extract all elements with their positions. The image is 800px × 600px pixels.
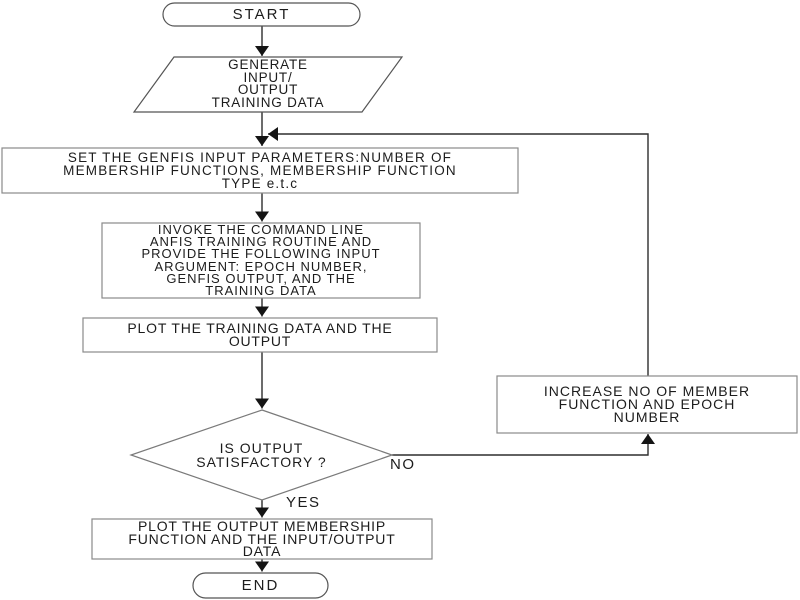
generate-io-shape bbox=[134, 57, 402, 112]
generate-label: GENERATE INPUT/ OUTPUT TRAINING DATA bbox=[211, 57, 325, 110]
plot-output-process-shape bbox=[92, 519, 432, 559]
start-terminator-shape bbox=[163, 3, 360, 26]
increase-process-shape bbox=[497, 376, 797, 433]
start-label: START bbox=[232, 6, 291, 23]
invoke-anfis-process-shape bbox=[102, 223, 420, 298]
invoke-anfis-label: INVOKE THE COMMAND LINE ANFIS TRAINING ROUTINE AND PROVIDE THE FOLLOWING INPUT ARGUMENT: EPOCH NUMBER, GENFIS OUTPUT, AND THE TRAINING DATA bbox=[141, 221, 381, 298]
end-label: END bbox=[241, 577, 280, 594]
no-branch-label: NO bbox=[390, 456, 416, 473]
yes-branch-label: YES bbox=[286, 494, 321, 511]
decision-diamond-shape bbox=[131, 410, 392, 500]
set-genfis-label: SET THE GENFIS INPUT PARAMETERS:NUMBER OF MEMBERSHIP FUNCTIONS, MEMBERSHIP FUNCTION TYPE e.t.c bbox=[63, 150, 457, 191]
edge-no-to-increase bbox=[392, 434, 648, 455]
set-genfis-process-shape bbox=[2, 148, 518, 193]
plot-training-label: PLOT THE TRAINING DATA AND THE OUTPUT bbox=[127, 320, 393, 349]
increase-label: INCREASE NO OF MEMBER FUNCTION AND EPOCH NUMBER bbox=[543, 383, 751, 425]
end-terminator-shape bbox=[193, 573, 328, 598]
plot-training-process-shape bbox=[83, 318, 437, 352]
plot-output-label: PLOT THE OUTPUT MEMBERSHIP FUNCTION AND THE INPUT/OUTPUT DATA bbox=[128, 517, 396, 560]
decision-label: IS OUTPUT SATISFACTORY ? bbox=[196, 440, 327, 470]
